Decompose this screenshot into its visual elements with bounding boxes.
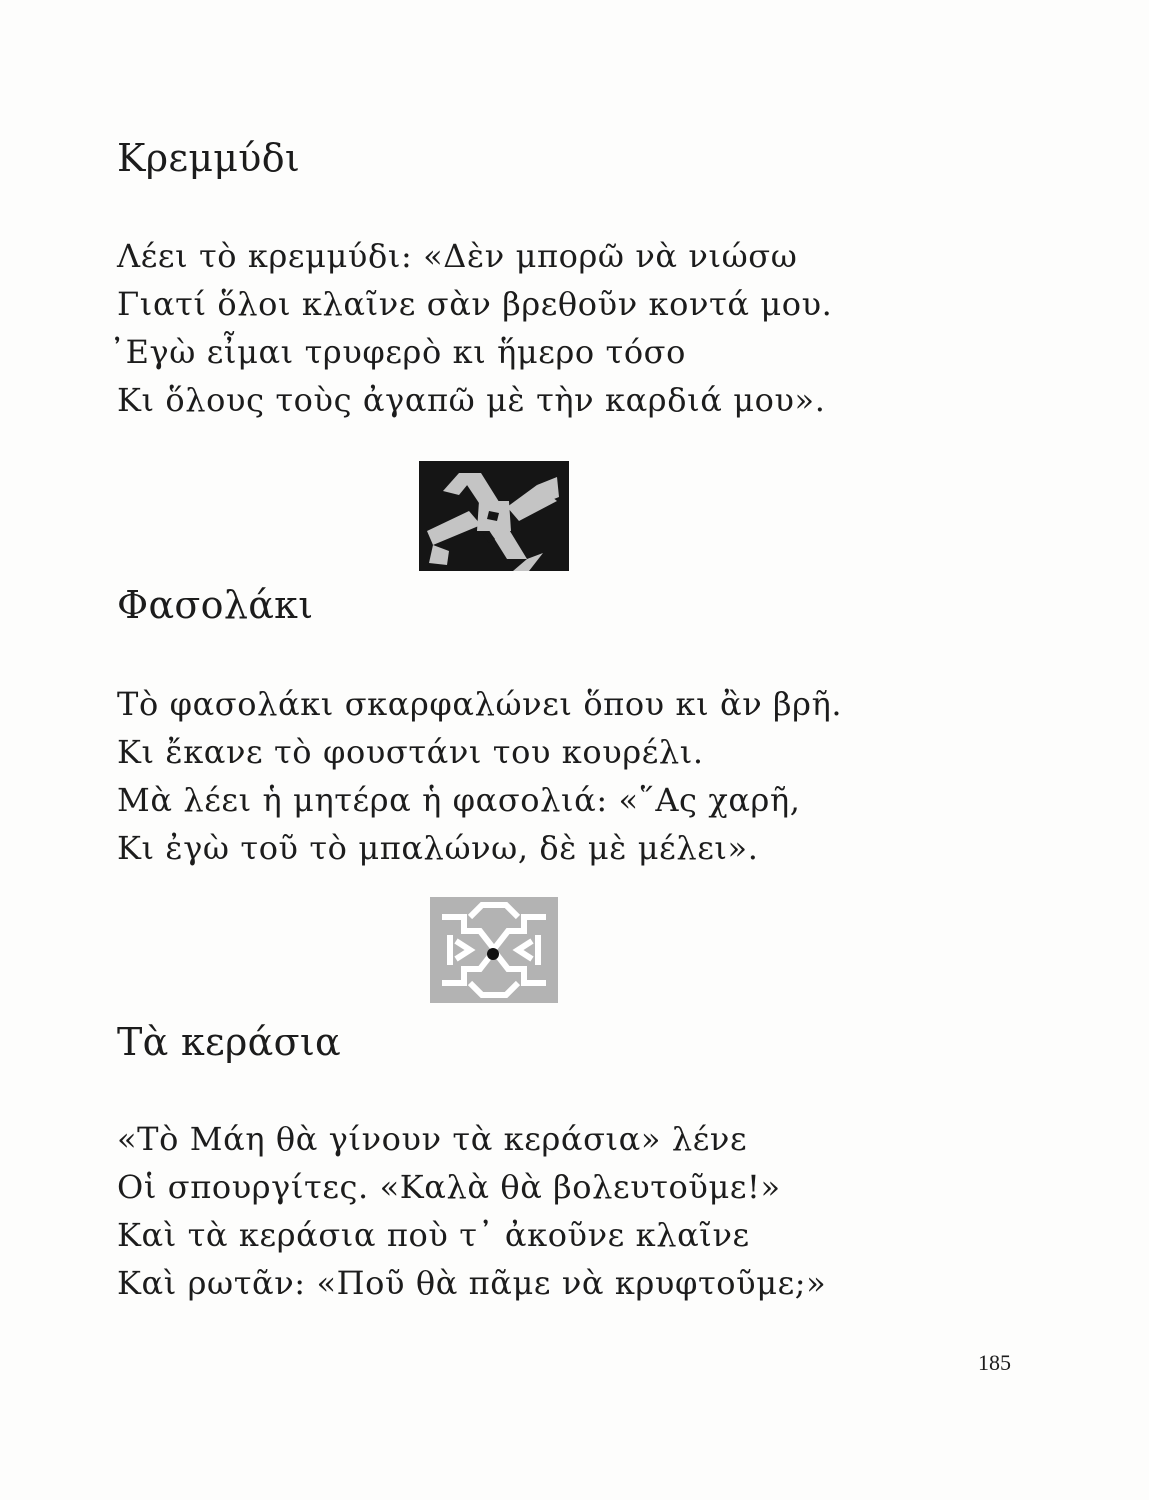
poem-line: Καὶ τὰ κεράσια ποὺ τ᾿ ἀκοῦνε κλαῖνε <box>117 1216 750 1254</box>
poem-line: Κι ἐγὼ τοῦ τὸ μπαλώνω, δὲ μὲ μέλει». <box>117 829 759 867</box>
poem-line: «Τὸ Μάη θὰ γίνουν τὰ κεράσια» λένε <box>117 1120 748 1158</box>
swirl-cross-ornament <box>419 461 569 571</box>
page-number: 185 <box>978 1350 1011 1375</box>
poem-line: Λέει τὸ κρεμμύδι: «Δὲν μπορῶ νὰ νιώσω <box>117 237 798 275</box>
poem-title: Κρεμμύδι <box>117 136 301 180</box>
poem-line: Γιατί ὅλοι κλαῖνε σὰν βρεθοῦν κοντά μου. <box>117 285 833 323</box>
poem-title: Τὰ κεράσια <box>117 1020 342 1064</box>
poem-line: Κι ἔκανε τὸ φουστάνι του κουρέλι. <box>117 733 704 771</box>
poem-line: ᾿Εγὼ εἶμαι τρυφερὸ κι ἥμερο τόσο <box>109 333 686 371</box>
poem-line: Καὶ ρωτᾶν: «Ποῦ θὰ πᾶμε νὰ κρυφτοῦμε;» <box>117 1264 827 1302</box>
poem-line: Τὸ φασολάκι σκαρφαλώνει ὅπου κι ἂν βρῆ. <box>117 685 843 723</box>
poem-line: Μὰ λέει ἡ μητέρα ἡ φασολιά: «῞Ας χαρῆ, <box>117 781 801 819</box>
poem-line: Οἱ σπουργίτες. «Καλὰ θὰ βολευτοῦμε!» <box>117 1168 781 1206</box>
poem-stanza <box>117 1115 826 1307</box>
poem-stanza <box>109 232 833 424</box>
poem-stanza <box>117 680 842 872</box>
poem-title: Φασολάκι <box>117 583 314 627</box>
poem-line: Κι ὅλους τοὺς ἀγαπῶ μὲ τὴν καρδιά μου». <box>117 381 826 419</box>
knot-ornament <box>430 897 558 1003</box>
